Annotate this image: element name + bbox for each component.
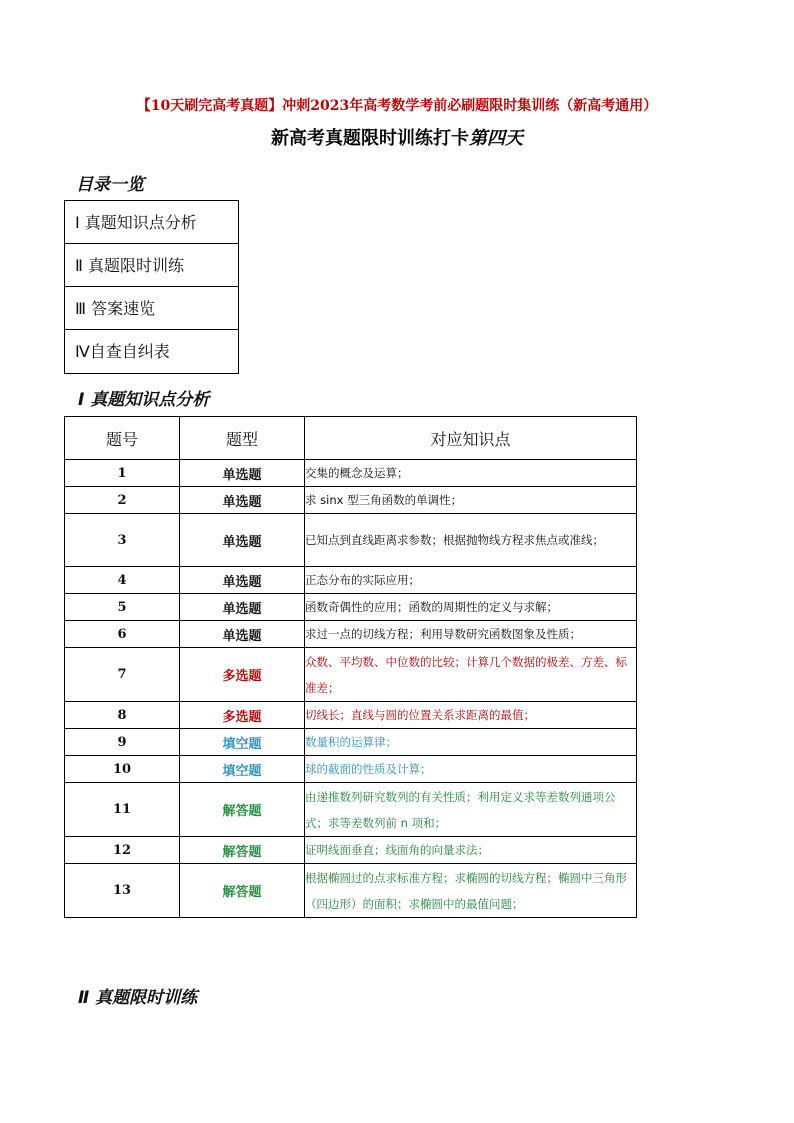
table-row	[65, 729, 637, 756]
table-row	[65, 487, 637, 514]
cell-knowledge: 证明线面垂直；线面角的向量求法；	[305, 837, 637, 864]
toc-box	[64, 200, 239, 374]
toc-item-4[interactable]: Ⅳ自查自纠表	[75, 342, 170, 361]
cell-num: 1	[65, 460, 180, 487]
cell-num: 5	[65, 594, 180, 621]
cell-knowledge: 已知点到直线距离求参数；根据抛物线方程求焦点或准线；	[305, 514, 637, 567]
knowledge-point-table	[64, 416, 637, 918]
table-row	[65, 648, 637, 702]
cell-type: 单选题	[180, 460, 305, 487]
cell-type: 单选题	[180, 514, 305, 567]
table-row	[65, 783, 637, 837]
series-title: 【10天刷完高考真题】冲刺2023年高考数学考前必刷题限时集训练（新高考通用）	[136, 98, 658, 114]
cell-num: 4	[65, 567, 180, 594]
cell-knowledge: 交集的概念及运算；	[305, 460, 637, 487]
cell-num: 10	[65, 756, 180, 783]
cell-type: 单选题	[180, 487, 305, 514]
cell-num: 6	[65, 621, 180, 648]
cell-type: 解答题	[180, 864, 305, 918]
cell-type: 填空题	[180, 729, 305, 756]
cell-type: 多选题	[180, 702, 305, 729]
cell-knowledge: 球的截面的性质及计算；	[305, 756, 637, 783]
cell-knowledge: 正态分布的实际应用；	[305, 567, 637, 594]
table-header-row	[65, 417, 637, 460]
cell-type: 单选题	[180, 594, 305, 621]
table-row	[65, 594, 637, 621]
table-row	[65, 567, 637, 594]
toc-item-1[interactable]: Ⅰ 真题知识点分析	[65, 201, 238, 244]
cell-num: 12	[65, 837, 180, 864]
table-row	[65, 864, 637, 918]
toc-item-2[interactable]: Ⅱ 真题限时训练	[65, 244, 238, 287]
cell-knowledge: 根据椭圆过的点求标准方程；求椭圆的切线方程；椭圆中三角形（四边形）的面积；求椭圆中的最值问题；	[305, 864, 637, 918]
cell-num: 9	[65, 729, 180, 756]
cell-knowledge: 求过一点的切线方程；利用导数研究函数图象及性质；	[305, 621, 637, 648]
col-header-knowledge: 对应知识点	[305, 417, 637, 460]
cell-type: 解答题	[180, 783, 305, 837]
cell-knowledge: 切线长；直线与圆的位置关系求距离的最值；	[305, 702, 637, 729]
table-row	[65, 702, 637, 729]
cell-type: 解答题	[180, 837, 305, 864]
toc-heading: 目录一览	[76, 175, 144, 195]
col-header-type: 题型	[180, 417, 305, 460]
cell-knowledge: 函数奇偶性的应用；函数的周期性的定义与求解；	[305, 594, 637, 621]
cell-knowledge: 众数、平均数、中位数的比较；计算几个数据的极差、方差、标准差；	[305, 648, 637, 702]
cell-type: 单选题	[180, 621, 305, 648]
section1-heading: Ⅰ 真题知识点分析	[78, 390, 210, 410]
cell-num: 11	[65, 783, 180, 837]
table-row	[65, 460, 637, 487]
cell-type: 单选题	[180, 567, 305, 594]
cell-type: 多选题	[180, 648, 305, 702]
page-title-day: 第四天	[469, 128, 523, 149]
cell-num: 3	[65, 514, 180, 567]
cell-num: 13	[65, 864, 180, 918]
table-row	[65, 756, 637, 783]
cell-knowledge: 数量积的运算律；	[305, 729, 637, 756]
page-title	[0, 124, 794, 150]
table-row	[65, 621, 637, 648]
cell-knowledge: 由递推数列研究数列的有关性质；利用定义求等差数列通项公式；求等差数列前 n 项和；	[305, 783, 637, 837]
cell-num: 2	[65, 487, 180, 514]
table-row	[65, 837, 637, 864]
toc-item-3[interactable]: Ⅲ 答案速览	[65, 287, 238, 330]
cell-knowledge: 求 sinx 型三角函数的单调性；	[305, 487, 637, 514]
cell-type: 填空题	[180, 756, 305, 783]
cell-num: 7	[65, 648, 180, 702]
col-header-num: 题号	[65, 417, 180, 460]
page-title-prefix: 新高考真题限时训练打卡	[271, 128, 469, 149]
section2-heading: Ⅱ 真题限时训练	[78, 988, 198, 1008]
cell-num: 8	[65, 702, 180, 729]
table-row	[65, 514, 637, 567]
